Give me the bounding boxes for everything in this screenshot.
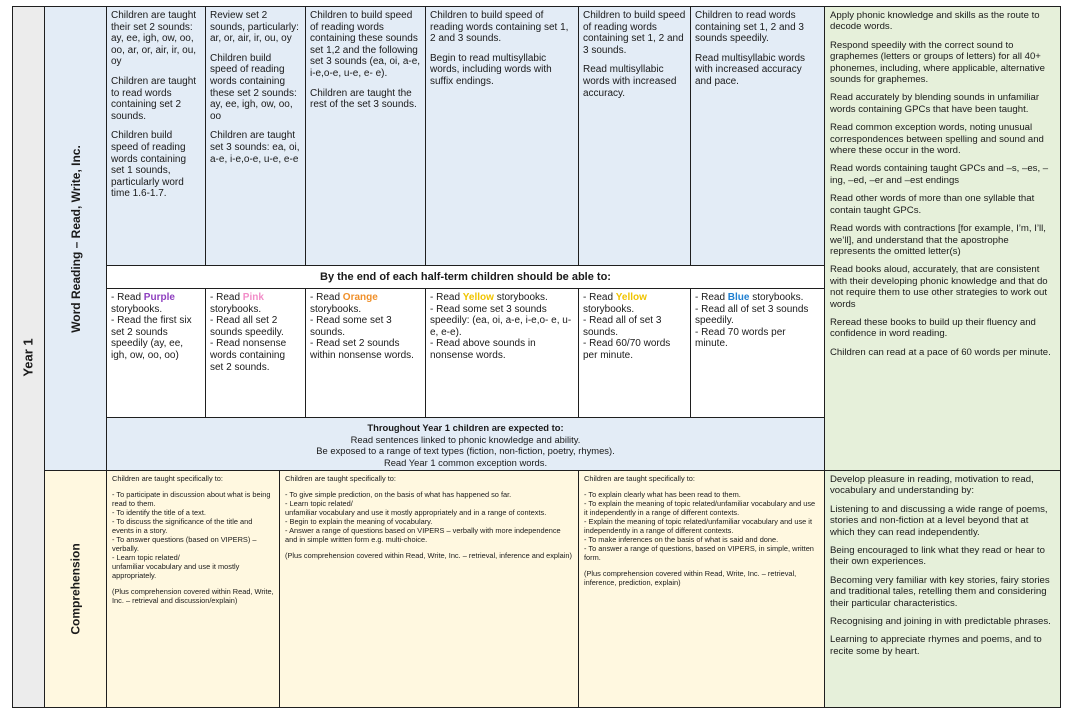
taught-text: Children to build speed of reading words containing these sounds set 1,2 and the following set 3 sounds (ea, oi, a-e, i-e,o-e, u-e, e- e). bbox=[310, 10, 421, 79]
throughout-line: Read Year 1 common exception words. bbox=[383, 456, 548, 468]
half-term-text: - Read the first six set 2 sounds speedily (ay, ee, igh, ow, oo, oo) bbox=[111, 315, 192, 361]
comprehension-label-cell bbox=[44, 470, 107, 708]
comprehension-heading: Children are taught specifically to: bbox=[584, 474, 695, 483]
comprehension-label: Comprehension bbox=[68, 543, 83, 635]
taught-text: Begin to read multisyllabic words, including words with suffix endings. bbox=[430, 52, 552, 87]
word-reading-label-cell bbox=[44, 6, 107, 471]
half-term-cell-2 bbox=[205, 288, 306, 418]
objective-text: Children can read at a pace of 60 words per minute. bbox=[830, 346, 1051, 358]
comprehension-list: - To explain clearly what has been read to them. - To explain the meaning of topic related/unfamiliar vocabulary and use it independently in a range of different contexts. - Explain the meaning of topic related/unfamiliar vocabulary and use it independently in a range of different contexts. - To make inferences on the basis of what is said and done. - To answer a range of questions, based on VIPERS, in simple, written form. bbox=[584, 490, 816, 562]
half-term-header: By the end of each half-term children should be able to: bbox=[106, 265, 825, 289]
word-reading-label: Word Reading – Read, Write, Inc. bbox=[68, 144, 83, 333]
comprehension-list: - To give simple prediction, on the basis of what has happened so far. - Learn topic related/ unfamiliar vocabulary and use it mostly appropriately and in a range of contexts. - Begin to explain the meaning of vocabulary. - Answer a range of questions based on VIPERS – verbally with more independence and in simple written form e.g. multi-choice. bbox=[285, 490, 561, 544]
book-colour: Blue bbox=[727, 292, 750, 303]
objective-text: Being encouraged to link what they read or hear to their own experiences. bbox=[830, 545, 1045, 568]
taught-text: Read multisyllabic words with increased accuracy. bbox=[583, 64, 677, 99]
half-term-book-line: - Read Blue storybooks. bbox=[695, 292, 804, 303]
taught-cell-1 bbox=[106, 6, 206, 266]
half-term-text: - Read 70 words per minute. bbox=[695, 326, 786, 350]
taught-cell-6 bbox=[690, 6, 825, 266]
taught-text: Children to read words containing set 1, 2 and 3 sounds speedily. bbox=[695, 10, 804, 45]
half-term-text: - Read all of set 3 sounds. bbox=[583, 315, 662, 338]
half-term-text: - Read some set 3 sounds speedily: (ea, oi, a-e, i-e,o- e, u-e, e-e). bbox=[430, 303, 572, 338]
half-term-text: - Read above sounds in nonsense words. bbox=[430, 338, 536, 361]
comprehension-column-2 bbox=[279, 470, 579, 708]
comprehension-heading: Children are taught specifically to: bbox=[112, 474, 223, 483]
taught-text: Children to build speed of reading words containing set 1, 2 and 3 sounds. bbox=[583, 10, 686, 56]
comprehension-note: (Plus comprehension covered within Read, Write, Inc. – retrieval, inference and explain) bbox=[285, 551, 573, 560]
half-term-text: - Read all of set 3 sounds speedily. bbox=[695, 303, 809, 327]
taught-cell-2 bbox=[205, 6, 306, 266]
objective-text: Reread these books to build up their fluency and confidence in word reading. bbox=[830, 316, 1036, 340]
half-term-book-line: - Read Orange storybooks. bbox=[310, 292, 378, 315]
comprehension-column-3 bbox=[578, 470, 825, 708]
book-colour: Yellow bbox=[615, 292, 647, 303]
taught-text: Children are taught to read words containing set 2 sounds. bbox=[111, 75, 197, 122]
taught-cell-4 bbox=[425, 6, 579, 266]
throughout-line: Read sentences linked to phonic knowledge and ability. bbox=[350, 433, 581, 445]
half-term-text: - Read 60/70 words per minute. bbox=[583, 338, 671, 361]
book-colour: Orange bbox=[342, 292, 378, 303]
half-term-text: - Read some set 3 sounds. bbox=[310, 315, 392, 338]
objective-text: Respond speedily with the correct sound to graphemes (letters or groups of letters) for all 40+ phonemes, including, where applicable, alternative sounds for graphemes. bbox=[830, 39, 1045, 86]
objective-text: Develop pleasure in reading, motivation to read, vocabulary and understanding by: bbox=[830, 474, 1034, 497]
taught-text: Children are taught their set 2 sounds: ay, ee, igh, ow, oo, oo, ar, or, air, ir, ou, oy bbox=[111, 10, 197, 68]
half-term-book-line: - Read Purple storybooks. bbox=[111, 292, 175, 315]
taught-text: Children build speed of reading words containing set 1 sounds, particularly word time 1.6-1.7. bbox=[111, 130, 187, 200]
comprehension-column-1 bbox=[106, 470, 280, 708]
taught-text: Read multisyllabic words with increased accuracy and pace. bbox=[695, 52, 806, 87]
throughout-line: Be exposed to a range of text types (fiction, non-fiction, poetry, rhymes). bbox=[316, 445, 615, 456]
comprehension-list: - To participate in discussion about what is being read to them. - To identify the title of a text. - To discuss the significance of the title and events in a story. - To answer questions (based on VIPERS) – verbally. - Learn topic related/ unfamiliar vocabulary and use it mostly appropriately. bbox=[112, 490, 271, 580]
comprehension-heading: Children are taught specifically to: bbox=[285, 474, 396, 483]
taught-text: Children build speed of reading words containing these set 2 sounds: ay, ee, igh, ow, oo, oo bbox=[210, 52, 297, 122]
half-term-text: - Read nonsense words containing set 2 sounds. bbox=[210, 338, 287, 373]
throughout-title: Throughout Year 1 children are expected to: bbox=[367, 422, 564, 433]
book-colour: Yellow bbox=[462, 292, 494, 303]
year-label-cell bbox=[12, 6, 45, 708]
objective-text: Learning to appreciate rhymes and poems, and to recite some by heart. bbox=[830, 634, 1042, 657]
half-term-cell-4 bbox=[425, 288, 579, 418]
comprehension-objectives bbox=[824, 470, 1061, 708]
taught-text: Children are taught the rest of the set 3 sounds. bbox=[310, 87, 417, 111]
book-colour: Pink bbox=[242, 292, 264, 303]
objective-text: Recognising and joining in with predictable phrases. bbox=[830, 616, 1051, 628]
objective-text: Read words containing taught GPCs and –s, –es, –ing, –ed, –er and –est endings bbox=[830, 163, 1049, 186]
taught-text: Children to build speed of reading words containing set 1, 2 and 3 sounds. bbox=[430, 10, 569, 45]
comprehension-note: (Plus comprehension covered within Read, Write, Inc. – retrieval, inference, prediction, explain) bbox=[584, 569, 797, 587]
year-label: Year 1 bbox=[21, 337, 37, 377]
half-term-book-line: - Read Yellow storybooks. bbox=[430, 292, 548, 303]
taught-text: Review set 2 sounds, particularly: ar, or, air, ir, ou, oy bbox=[210, 10, 299, 45]
taught-cell-3 bbox=[305, 6, 426, 266]
objective-text: Read books aloud, accurately, that are consistent with their developing phonic knowledge and that do not require them to use other strategies to work out words bbox=[830, 264, 1048, 310]
half-term-cell-3 bbox=[305, 288, 426, 418]
objective-text: Becoming very familiar with key stories, fairy stories and traditional tales, retelling them and considering their particular characteristics. bbox=[830, 574, 1050, 609]
half-term-text: - Read all set 2 sounds speedily. bbox=[210, 315, 284, 338]
objective-text: Read other words of more than one syllable that contain taught GPCs. bbox=[830, 193, 1035, 216]
half-term-cell-1 bbox=[106, 288, 206, 418]
half-term-cell-6 bbox=[690, 288, 825, 418]
word-reading-objectives bbox=[824, 6, 1061, 471]
objective-text: Read words with contractions [for example, I’m, I’ll, we’ll], and understand that the apostrophe represents the omitted letter(s) bbox=[830, 223, 1046, 257]
taught-text: Children are taught set 3 sounds: ea, oi, a-e, i-e,o-e, u-e, e-e bbox=[210, 130, 300, 165]
objective-text: Listening to and discussing a wide range of poems, stories and non-fiction at a level beyond that at which they can read independently. bbox=[830, 503, 1048, 538]
objective-text: Apply phonic knowledge and skills as the route to decode words. bbox=[830, 10, 1040, 33]
book-colour: Purple bbox=[143, 292, 175, 303]
half-term-cell-5 bbox=[578, 288, 691, 418]
half-term-text: - Read set 2 sounds within nonsense words. bbox=[310, 338, 414, 361]
objective-text: Read accurately by blending sounds in unfamiliar words containing GPCs that have been taught. bbox=[830, 92, 1040, 115]
taught-cell-5 bbox=[578, 6, 691, 266]
comprehension-note: (Plus comprehension covered within Read, Write, Inc. – retrieval and discussion/explain) bbox=[112, 587, 274, 605]
objective-text: Read common exception words, noting unusual correspondences between spelling and sound and where these occur in the word. bbox=[830, 122, 1044, 157]
half-term-book-line: - Read Pink storybooks. bbox=[210, 292, 264, 315]
half-term-book-line: - Read Yellow storybooks. bbox=[583, 292, 647, 315]
throughout-cell bbox=[106, 417, 825, 471]
